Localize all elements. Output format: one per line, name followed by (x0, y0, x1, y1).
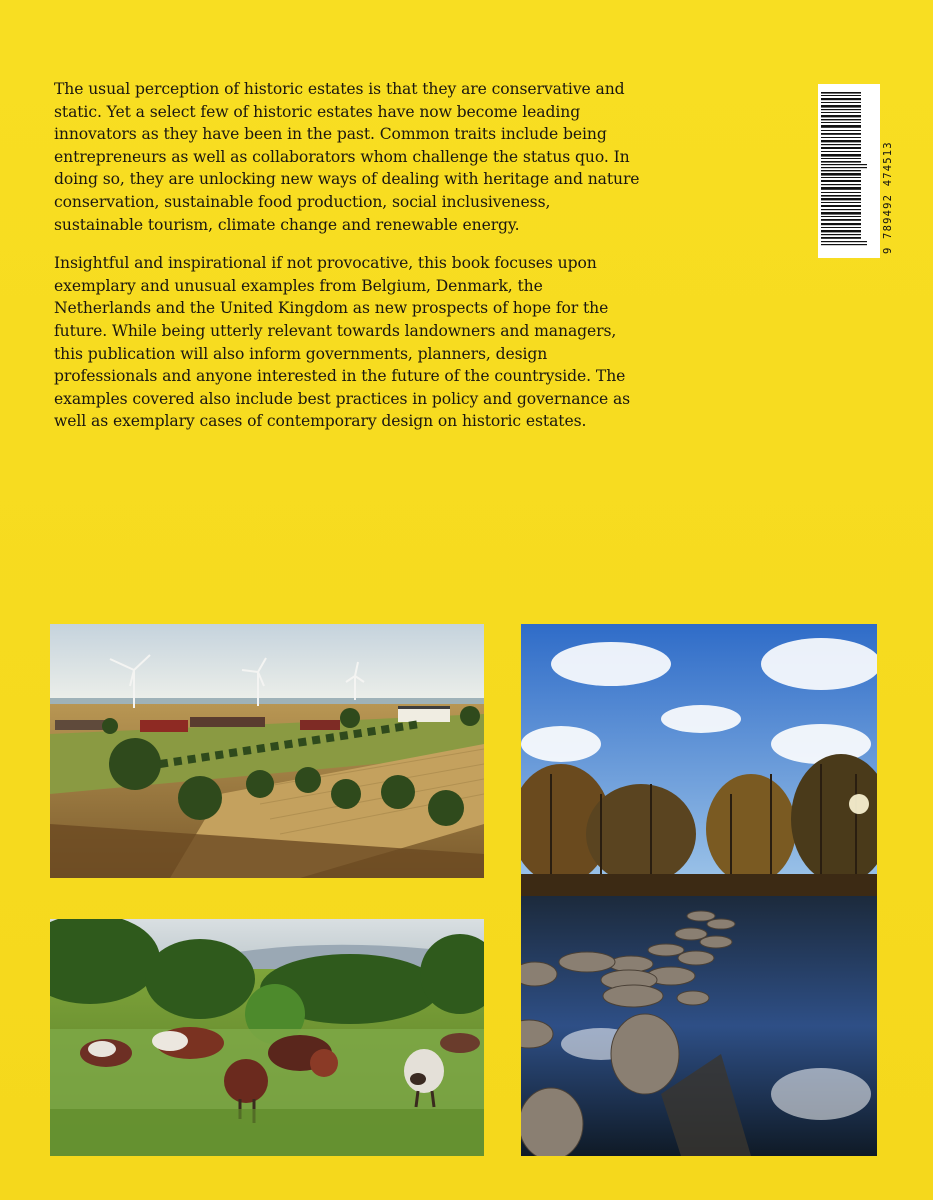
isbn-digits: 9 789492 474513 (882, 141, 894, 254)
pond-stepping-stones-image (521, 624, 877, 1156)
blurb-paragraph-1: The usual perception of historic estates is that they are conservative and static. Yet a select few of historic estates have now become leading innovators as they have been in the past. Common traits include being entrepreneurs as well as collaborators whom challenge the status quo. In doing so, they are unlocking new ways of dealing with heritage and nature conservation, sustainable food production, social inclusiveness, sustainable tourism, climate change and renewable energy. (54, 80, 640, 234)
cattle-pasture-image (50, 919, 484, 1156)
blurb-text (54, 78, 644, 449)
blurb-paragraph-2: Insightful and inspirational if not provocative, this book focuses upon exemplary and unusual examples from Belgium, Denmark, the Netherlands and the United Kingdom as new prospects of hope for the future. While being utterly relevant towards landowners and managers, this publication will also inform governments, planners, design professionals and anyone interested in the future of the countryside. The examples covered also include best practices in policy and governance as well as exemplary cases of contemporary design on historic estates. (54, 254, 631, 431)
photo-estate-windfarm (50, 624, 484, 878)
estate-windfarm-image (50, 624, 484, 878)
photo-pond-stepping-stones (521, 624, 877, 1156)
photo-cattle-pasture (50, 919, 484, 1156)
isbn-barcode (818, 84, 894, 258)
barcode-bars (818, 84, 880, 258)
